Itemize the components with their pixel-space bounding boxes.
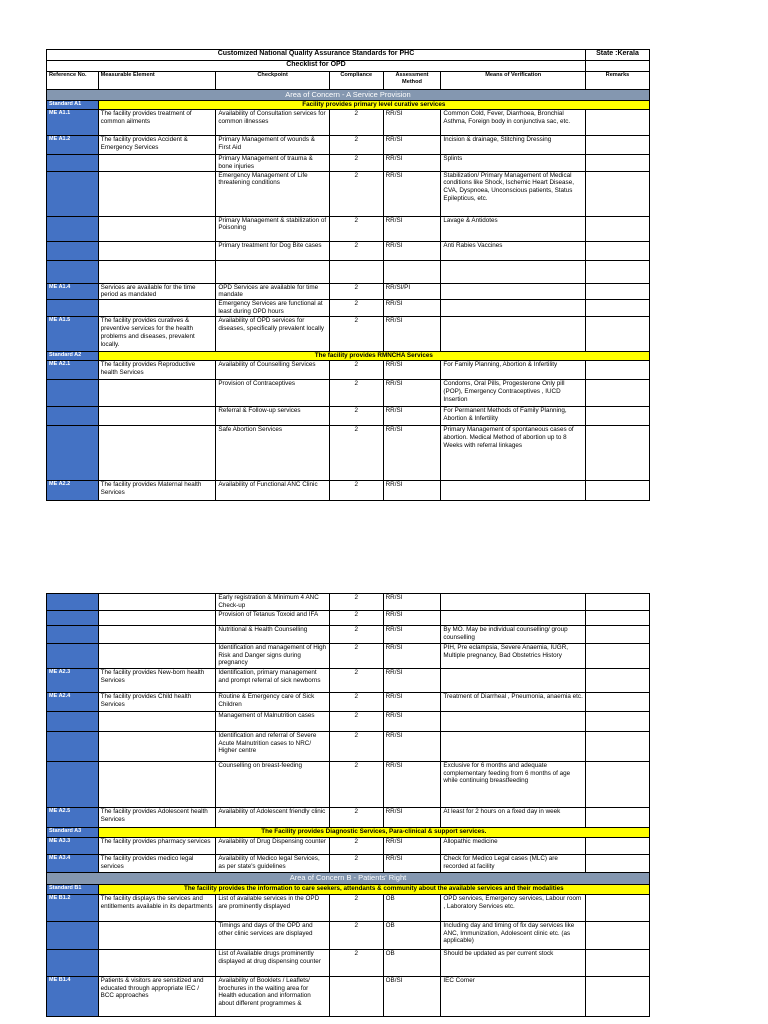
measurable-element: The facility provides Adolescent health Services [98, 807, 216, 827]
table-row [47, 761, 650, 807]
ref-no: ME A2.4 [47, 692, 99, 711]
compliance-score: 2 [329, 360, 383, 379]
means-of-verification [441, 610, 586, 625]
compliance-score: 2 [329, 300, 383, 317]
means-of-verification: Condoms, Oral Pills, Progesterone Only pill (POP), Emergency Contraceptives , IUCD Insertion [441, 379, 586, 406]
compliance-score: 2 [329, 643, 383, 668]
compliance-score [329, 976, 383, 1016]
measurable-element [98, 406, 216, 425]
remarks-cell [585, 216, 649, 241]
means-of-verification [441, 480, 586, 500]
standard-title: The Facility provides Diagnostic Services, Para-clinical & support services. [98, 827, 649, 837]
means-of-verification [441, 668, 586, 692]
checkpoint: Availability of Consultation services for common illnesses [216, 109, 330, 135]
table-row [47, 692, 650, 711]
ref-no [47, 241, 99, 260]
compliance-score: 2 [329, 241, 383, 260]
table-row [47, 894, 650, 921]
measurable-element: Services are available for the time period as mandated [98, 283, 216, 300]
remarks-cell [585, 949, 649, 976]
ref-no [47, 379, 99, 406]
ref-no: ME A3.4 [47, 854, 99, 872]
compliance-score: 2 [329, 854, 383, 872]
col-header-ref: Reference No. [47, 72, 99, 90]
measurable-element [98, 216, 216, 241]
remarks-cell [585, 976, 649, 1016]
table-row [47, 171, 650, 216]
checkpoint [216, 260, 330, 283]
assessment-method: RR/SI [383, 241, 441, 260]
checkpoint: OPD Services are available for time mandate [216, 283, 330, 300]
checkpoint: Identification, primary management and prompt referral of sick newborns [216, 668, 330, 692]
means-of-verification: For Permanent Methods of Family Planning, Abortion & Infertility [441, 406, 586, 425]
compliance-score: 2 [329, 625, 383, 643]
remarks-cell [585, 300, 649, 317]
means-of-verification: Allopathic medicine [441, 837, 586, 854]
measurable-element [98, 949, 216, 976]
assessment-method: RR/SI [383, 711, 441, 731]
remarks-cell [585, 317, 649, 352]
assessment-method: RR/SI [383, 610, 441, 625]
column-headers [47, 72, 650, 90]
means-of-verification: Incision & drainage, Stitching Dressing [441, 135, 586, 154]
col-header-assessment: Assessment Method [383, 72, 441, 90]
checkpoint: Management of Malnutrition cases [216, 711, 330, 731]
table-row [47, 837, 650, 854]
measurable-element: Patients & visitors are sensitized and educated through appropriate IEC / BCC approaches [98, 976, 216, 1016]
ref-no [47, 216, 99, 241]
assessment-method: RR/SI [383, 807, 441, 827]
checkpoint: Availability of Adolescent friendly clinic [216, 807, 330, 827]
checkpoint: Primary Management of trauma & bone injuries [216, 154, 330, 171]
remarks-cell [585, 854, 649, 872]
remarks-cell [585, 594, 649, 611]
ref-no: ME A2.5 [47, 807, 99, 827]
compliance-score [329, 260, 383, 283]
table-row [47, 406, 650, 425]
ref-no [47, 171, 99, 216]
compliance-score: 2 [329, 731, 383, 761]
checkpoint: Emergency Services are functional at least during OPD hours [216, 300, 330, 317]
measurable-element: The facility provides Reproductive health Services [98, 360, 216, 379]
assessment-method [383, 260, 441, 283]
checkpoint: List of available services in the OPD are prominently displayed [216, 894, 330, 921]
measurable-element [98, 171, 216, 216]
remarks-cell [585, 425, 649, 480]
table-row [47, 854, 650, 872]
checkpoint: Nutritional & Health Counselling [216, 625, 330, 643]
means-of-verification: Lavage & Antidotes [441, 216, 586, 241]
standard-ref: Standard B1 [47, 884, 99, 894]
checkpoint: Provision of Tetanus Toxoid and IFA [216, 610, 330, 625]
measurable-element: The facility provides Maternal health Services [98, 480, 216, 500]
measurable-element: The facility provides curatives & preventive services for the health problems and diseases, prevalent locally. [98, 317, 216, 352]
remarks-cell [585, 283, 649, 300]
table-row [47, 109, 650, 135]
measurable-element [98, 425, 216, 480]
remarks-cell [585, 761, 649, 807]
compliance-score: 2 [329, 480, 383, 500]
compliance-score: 2 [329, 711, 383, 731]
ref-no [47, 921, 99, 949]
compliance-score: 2 [329, 135, 383, 154]
remarks-cell [585, 480, 649, 500]
means-of-verification: Including day and timing of fix day services like ANC, Immunization, Adolescent clinic etc. (as applicable) [441, 921, 586, 949]
ref-no: ME A3.3 [47, 837, 99, 854]
means-of-verification: Anti Rabies Vaccines [441, 241, 586, 260]
col-header-remarks: Remarks [585, 72, 649, 90]
standard-ref: Standard A1 [47, 101, 99, 110]
measurable-element: The facility provides Accident & Emergency Services [98, 135, 216, 154]
remarks-cell [585, 260, 649, 283]
area-of-concern-b: Area of Concern B - Patients' Right [47, 872, 650, 884]
measurable-element [98, 300, 216, 317]
ref-no: ME A1.2 [47, 135, 99, 154]
means-of-verification: Splints [441, 154, 586, 171]
checkpoint: Availability of Booklets / Leaflets/ brochures in the waiting area for Health education and information about different programmes & [216, 976, 330, 1016]
measurable-element [98, 761, 216, 807]
checkpoint: Primary Management of wounds & First Aid [216, 135, 330, 154]
table-row [47, 216, 650, 241]
assessment-method: RR/SI/PI [383, 283, 441, 300]
means-of-verification [441, 260, 586, 283]
checkpoint: Identification and referral of Severe Acute Malnutrition cases to NRC/ Higher centre [216, 731, 330, 761]
assessment-method: RR/SI [383, 135, 441, 154]
table-row [47, 379, 650, 406]
assessment-method: RR/SI [383, 594, 441, 611]
means-of-verification [441, 283, 586, 300]
compliance-score: 2 [329, 425, 383, 480]
means-of-verification: IEC Corner [441, 976, 586, 1016]
means-of-verification [441, 594, 586, 611]
assessment-method: RR/SI [383, 761, 441, 807]
measurable-element [98, 711, 216, 731]
remarks-cell [585, 668, 649, 692]
ref-no [47, 300, 99, 317]
measurable-element [98, 610, 216, 625]
means-of-verification: Check for Medico Legal cases (MLC) are recorded at facility [441, 854, 586, 872]
col-header-me: Measurable Element [98, 72, 216, 90]
measurable-element [98, 241, 216, 260]
means-of-verification: Common Cold, Fever, Diarrhoea, Bronchial Asthma, Foreign body in conjunctiva sac, etc. [441, 109, 586, 135]
ref-no: ME A2.2 [47, 480, 99, 500]
means-of-verification [441, 731, 586, 761]
assessment-method: RR/SI [383, 480, 441, 500]
standard-ref: Standard A3 [47, 827, 99, 837]
table-row [47, 610, 650, 625]
remarks-cell [585, 921, 649, 949]
table-row [47, 241, 650, 260]
remarks-cell [585, 109, 649, 135]
assessment-method: RR/SI [383, 837, 441, 854]
checklist-table-page-1 [46, 49, 650, 501]
compliance-score: 2 [329, 379, 383, 406]
table-row [47, 283, 650, 300]
assessment-method: RR/SI [383, 317, 441, 352]
ref-no [47, 594, 99, 611]
checkpoint: Identification and management of High Risk and Danger signs during pregnancy [216, 643, 330, 668]
measurable-element: The facility displays the services and entitlements available in its departments [98, 894, 216, 921]
assessment-method: RR/SI [383, 425, 441, 480]
ref-no [47, 610, 99, 625]
document-title: Customized National Quality Assurance Standards for PHC [47, 50, 586, 61]
assessment-method: RR/SI [383, 854, 441, 872]
measurable-element: The facility provides New-born health Services [98, 668, 216, 692]
checklist-table-page-2 [46, 593, 650, 1017]
assessment-method: RR/SI [383, 216, 441, 241]
compliance-score: 2 [329, 894, 383, 921]
ref-no [47, 643, 99, 668]
remarks-cell [585, 135, 649, 154]
means-of-verification: Primary Management of spontaneous cases of abortion. Medical Method of abortion up to 8 Weeks with referral linkages [441, 425, 586, 480]
measurable-element [98, 379, 216, 406]
means-of-verification: Treatment of Diarrheal , Pneumonia, anaemia etc. [441, 692, 586, 711]
measurable-element: The facility provides treatment of common ailments [98, 109, 216, 135]
compliance-score: 2 [329, 171, 383, 216]
ref-no: ME A1.1 [47, 109, 99, 135]
standard-title: The facility provides the information to care seekers, attendants & community about the available services and their modalities [98, 884, 649, 894]
means-of-verification [441, 711, 586, 731]
ref-no: ME A2.3 [47, 668, 99, 692]
means-of-verification: Exclusive for 6 months and adequate complementary feeding from 6 months of age while continuing breastfeeding [441, 761, 586, 807]
remarks-cell [585, 643, 649, 668]
assessment-method: RR/SI [383, 154, 441, 171]
standard-title: Facility provides primary level curative services [98, 101, 649, 110]
checkpoint: Emergency Management of Life threatening conditions [216, 171, 330, 216]
checkpoint: Timings and days of the OPD and other clinic services are displayed [216, 921, 330, 949]
checkpoint: Availability of Counselling Services [216, 360, 330, 379]
assessment-method: RR/SI [383, 668, 441, 692]
ref-no: ME B1.4 [47, 976, 99, 1016]
remarks-cell [585, 807, 649, 827]
checkpoint: List of Available drugs prominently displayed at drug dispensing counter [216, 949, 330, 976]
table-row [47, 625, 650, 643]
ref-no [47, 731, 99, 761]
assessment-method: RR/SI [383, 379, 441, 406]
remarks-cell [585, 692, 649, 711]
compliance-score: 2 [329, 692, 383, 711]
measurable-element [98, 154, 216, 171]
ref-no: ME A1.4 [47, 283, 99, 300]
remarks-cell [585, 625, 649, 643]
remarks-cell [585, 154, 649, 171]
table-row [47, 668, 650, 692]
assessment-method: RR/SI [383, 300, 441, 317]
table-row [47, 731, 650, 761]
assessment-method: RR/SI [383, 406, 441, 425]
assessment-method: RR/SI [383, 731, 441, 761]
ref-no [47, 260, 99, 283]
compliance-score: 2 [329, 406, 383, 425]
checkpoint: Availability of Drug Dispensing counter [216, 837, 330, 854]
ref-no [47, 425, 99, 480]
checkpoint: Availability of Medico legal Services, as per state's guidelines [216, 854, 330, 872]
compliance-score: 2 [329, 216, 383, 241]
checkpoint: Availability of OPD services for diseases, specifically prevalent locally [216, 317, 330, 352]
remarks-cell [585, 379, 649, 406]
compliance-score: 2 [329, 317, 383, 352]
assessment-method: RR/SI [383, 643, 441, 668]
remarks-cell [585, 731, 649, 761]
checkpoint: Primary Management & stabilization of Poisoning [216, 216, 330, 241]
state-label: State :Kerala [585, 50, 649, 61]
table-row [47, 949, 650, 976]
means-of-verification: Stabilization/ Primary Management of Medical conditions like Shock, Ischemic Heart Disease, CVA, Dyspnoea, Unconscious patients, Status Epilepticus, etc. [441, 171, 586, 216]
checkpoint: Primary treatment for Dog Bite cases [216, 241, 330, 260]
col-header-checkpoint: Checkpoint [216, 72, 330, 90]
means-of-verification: Should be updated as per current stock [441, 949, 586, 976]
table-row [47, 260, 650, 283]
ref-no [47, 625, 99, 643]
measurable-element: The facility provides Child health Services [98, 692, 216, 711]
measurable-element [98, 731, 216, 761]
assessment-method: RR/SI [383, 625, 441, 643]
assessment-method: OB [383, 949, 441, 976]
compliance-score: 2 [329, 949, 383, 976]
table-row [47, 317, 650, 352]
ref-no [47, 154, 99, 171]
compliance-score: 2 [329, 837, 383, 854]
compliance-score: 2 [329, 109, 383, 135]
assessment-method: RR/SI [383, 360, 441, 379]
remarks-cell [585, 894, 649, 921]
measurable-element: The facility provides pharmacy services [98, 837, 216, 854]
table-row [47, 480, 650, 500]
table-row [47, 135, 650, 154]
assessment-method: RR/SI [383, 109, 441, 135]
measurable-element [98, 643, 216, 668]
table-row [47, 360, 650, 379]
checkpoint: Routine & Emergency care of Sick Children [216, 692, 330, 711]
checkpoint: Counselling on breast-feeding [216, 761, 330, 807]
ref-no [47, 949, 99, 976]
ref-no: ME A2.1 [47, 360, 99, 379]
checkpoint: Referral & Follow-up services [216, 406, 330, 425]
table-row [47, 976, 650, 1016]
checkpoint: Early registration & Minimum 4 ANC Check-up [216, 594, 330, 611]
measurable-element [98, 921, 216, 949]
table-row [47, 921, 650, 949]
ref-no [47, 761, 99, 807]
compliance-score: 2 [329, 154, 383, 171]
measurable-element [98, 625, 216, 643]
table-row [47, 594, 650, 611]
means-of-verification: PIH, Pre eclampsia, Severe Anaemia, IUGR, Multiple pregnancy, Bad Obstetrics History [441, 643, 586, 668]
table-row [47, 300, 650, 317]
remarks-cell [585, 610, 649, 625]
ref-no: ME A1.5 [47, 317, 99, 352]
col-header-mov: Means of Verification [441, 72, 586, 90]
compliance-score: 2 [329, 807, 383, 827]
means-of-verification: For Family Planning, Abortion & Infertility [441, 360, 586, 379]
measurable-element [98, 260, 216, 283]
ref-no [47, 711, 99, 731]
ref-no [47, 406, 99, 425]
area-of-concern-a: Area of Concern - A Service Provision [47, 90, 650, 101]
compliance-score: 2 [329, 610, 383, 625]
means-of-verification [441, 317, 586, 352]
means-of-verification [441, 300, 586, 317]
checkpoint: Availability of Functional ANC Clinic [216, 480, 330, 500]
checkpoint: Safe Abortion Services [216, 425, 330, 480]
compliance-score: 2 [329, 283, 383, 300]
remarks-cell [585, 171, 649, 216]
means-of-verification: At least for 2 hours on a fixed day in week [441, 807, 586, 827]
standard-ref: Standard A2 [47, 352, 99, 361]
assessment-method: RR/SI [383, 692, 441, 711]
remarks-cell [585, 406, 649, 425]
remarks-cell [585, 360, 649, 379]
table-row [47, 154, 650, 171]
checklist-subtitle: Checklist for OPD [47, 61, 586, 72]
measurable-element [98, 594, 216, 611]
assessment-method: OB/SI [383, 976, 441, 1016]
remarks-cell [585, 837, 649, 854]
assessment-method: OB [383, 894, 441, 921]
compliance-score: 2 [329, 668, 383, 692]
remarks-cell [585, 711, 649, 731]
standard-title: The facility provides RMNCHA Services [98, 352, 649, 361]
table-row [47, 711, 650, 731]
ref-no: ME B1.2 [47, 894, 99, 921]
means-of-verification: OPD services, Emergency services, Labour room , Laboratory Services etc. [441, 894, 586, 921]
col-header-compliance: Compliance [329, 72, 383, 90]
table-row [47, 425, 650, 480]
checkpoint: Provision of Contraceptives [216, 379, 330, 406]
compliance-score: 2 [329, 594, 383, 611]
compliance-score: 2 [329, 761, 383, 807]
compliance-score: 2 [329, 921, 383, 949]
table-row [47, 643, 650, 668]
means-of-verification: By MO. May be individual counselling/ group counselling [441, 625, 586, 643]
assessment-method: RR/SI [383, 171, 441, 216]
remarks-cell [585, 241, 649, 260]
table-row [47, 807, 650, 827]
assessment-method: OB [383, 921, 441, 949]
measurable-element: The facility provides medico legal services [98, 854, 216, 872]
